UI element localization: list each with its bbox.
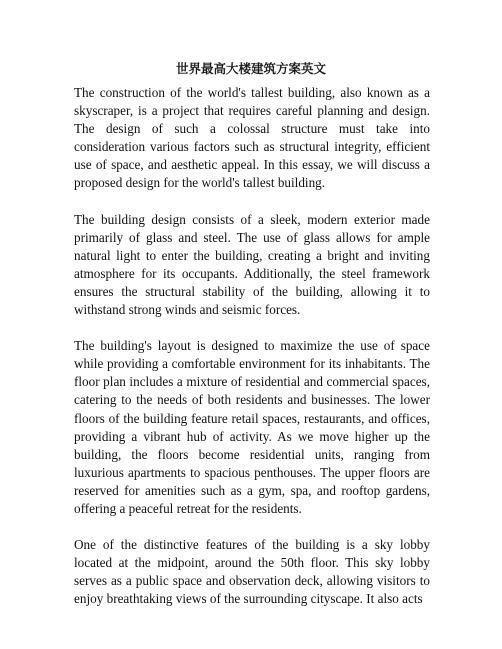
paragraph-sky-lobby: One of the distinctive features of the building is a sky lobby located at the midpoint, around the 50th floor. This sky lobby serves as a public space and observation deck, allowing visitors to enjoy breathtaking views of the surrounding cityscape. It also acts [74, 537, 430, 607]
document-body [74, 84, 430, 626]
paragraph-layout: The building's layout is designed to maximize the use of space while providing a comfortable environment for its inhabitants. The floor plan includes a mixture of residential and commercial spaces, catering to the needs of both residents and businesses. The lower floors of the building feature retail spaces, restaurants, and offices, providing a vibrant hub of activity. As we move higher up the building, the floors become residential units, ranging from luxurious apartments to spacious penthouses. The upper floors are reserved for amenities such as a gym, spa, and rooftop gardens, offering a peaceful retreat for the residents. [74, 338, 430, 516]
paragraph-intro: The construction of the world's tallest building, also known as a skyscraper, is a project that requires careful planning and design. The design of such a colossal structure must take into consideration various factors such as structural integrity, efficient use of space, and aesthetic appeal. In this essay, we will discuss a proposed design for the world's tallest building. [74, 85, 430, 191]
paragraph-exterior-design: The building design consists of a sleek, modern exterior made primarily of glass and steel. The use of glass allows for ample natural light to enter the building, creating a bright and inviting atmosphere for its occupants. Additionally, the steel framework ensures the structural stability of the building, allowing it to withstand strong winds and seismic forces. [74, 211, 430, 318]
document-title: 世界最高大楼建筑方案英文 [175, 61, 326, 76]
